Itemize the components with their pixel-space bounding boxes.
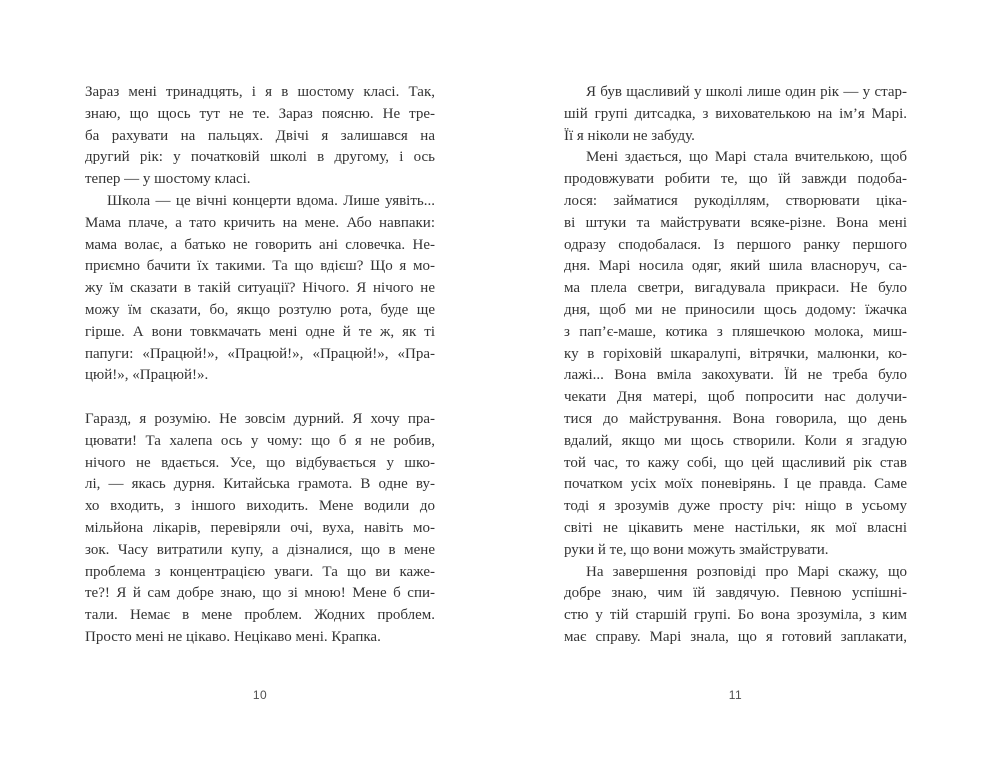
text-line: Гаразд, я розумію. Не зовсім дурний. Я хочу пра- [85,410,435,427]
text-line: ба рахувати на пальцях. Двічі я залишався на [85,127,435,144]
text-line: нічого не вдається. Усе, що відбувається у шко- [85,454,435,471]
text-line: лі, — якась дурня. Китайська грамота. В одне ву- [85,476,435,493]
page-number-left: 10 [252,688,268,702]
text-line: тоді я зрозумів дуже просту річ: ніщо в усьому [564,498,907,515]
text-line: тепер — у шостому класі. [85,171,251,188]
text-line: з пап’є-маше, котика з пляшечкою молока, миш- [564,323,907,340]
text-line: продовжувати робити те, що їй завжди подоба- [564,171,907,188]
text-line: хо входить, з іншого виходить. Мене водили до [85,498,435,515]
text-line: другий рік: у початковій школі в другому, і ось [85,149,435,166]
text-line: дня, щоб ми не приносили щось додому: їжачка [564,301,907,318]
text-line: мама волає, а батько не говорить ані словечка. Не- [85,236,435,253]
text-line: мільйона лікарів, перевіряли очі, вуха, навіть мо- [85,519,435,536]
text-line: Мама плаче, а тато кричить на мене. Або навпаки: [85,214,435,231]
text-line: цюй!», «Працюй!». [85,367,209,384]
text-line: На завершення розповіді про Марі скажу, що [586,563,907,580]
text-line: приємно бачити їх такими. Та що вдієш? Що я мо- [85,258,435,275]
text-line: світі не цікавить мене настільки, як мої власні [564,519,907,536]
page-text-left [85,82,435,649]
text-line: Я був щасливий у школі лише один рік — у стар- [586,84,907,100]
text-line: той час, то кажу собі, що цей щасливий рік став [564,454,907,471]
text-line: цювати! Та халепа ось у чому: що б я не робив, [85,432,435,449]
text-line: одразу сподобалася. Із першого ранку першого [564,236,907,253]
text-line: руки й те, що вони можуть змайструвати. [564,541,829,558]
text-line: жу їм сказати в такій ситуації? Нічого. Я нічого не [85,280,435,297]
page-text-right [564,82,907,649]
text-line: Мені здається, що Марі стала вчителькою, щоб [586,149,907,166]
text-line: лажі... Вона вміла закохувати. Їй не треба було [564,367,907,384]
text-line: ку в горіховій шкаралупі, вітрячки, малюнки, ко- [564,345,907,362]
text-line: чекати Дня матері, щоб попросити нас долучи- [564,389,907,406]
text-line: початком усіх моїх поневірянь. І це правда. Саме [564,476,907,493]
text-line: гірше. А вони товкмачать мені одне й те ж, як ті [85,323,435,340]
text-line: стю у тій старшій групі. Бо вона зрозуміла, з ким [564,607,907,624]
text-line: дня. Марі носила одяг, який шила власноруч, са- [564,258,907,275]
text-line: має справу. Марі знала, що я готовий заплакати, [564,628,907,645]
text-line: зок. Часу витратили купу, а дізналися, що в мене [85,541,435,558]
text-line: Школа — це вічні концерти вдома. Лише уявіть... [107,192,435,209]
page-number-right: 11 [728,688,743,702]
text-line: знаю, що щось тут не те. Зараз поясню. Не тре- [85,105,435,122]
text-line: тали. Немає в мене проблем. Жодних проблем. [85,607,435,624]
text-line: лося: займатися рукоділлям, створювати ціка- [564,192,907,209]
text-line: вдалий, якщо ми щось створили. Коли я згадую [564,432,907,449]
text-line: шій групі дитсадка, з вихователькою на ім’я Марі. [564,105,907,122]
text-line: Її я ніколи не забуду. [564,127,695,144]
text-line: добре знаю, чим їй завдячую. Певною успішні- [564,585,907,602]
text-line: ві штуки та майструвати всяке-різне. Вона мені [564,214,907,231]
text-line: ма плела светри, вигадувала прикраси. Не було [564,280,907,297]
text-line: Просто мені не цікаво. Нецікаво мені. Крапка. [85,628,381,645]
text-line: Зараз мені тринадцять, і я в шостому класі. Так, [85,84,435,100]
text-line: проблема з концентрацією уваги. Та що ви каже- [85,563,435,580]
text-line: тися до майстрування. Вона говорила, що день [564,410,907,427]
text-line: те?! Я й сам добре знаю, що зі мною! Мене б спи- [85,585,435,602]
text-line: можу їм сказати, бо, якщо розтулю рота, буде ще [85,301,435,318]
blank-line [85,387,435,409]
text-line: папуги: «Працюй!», «Працюй!», «Працюй!», «Пра- [85,345,435,362]
